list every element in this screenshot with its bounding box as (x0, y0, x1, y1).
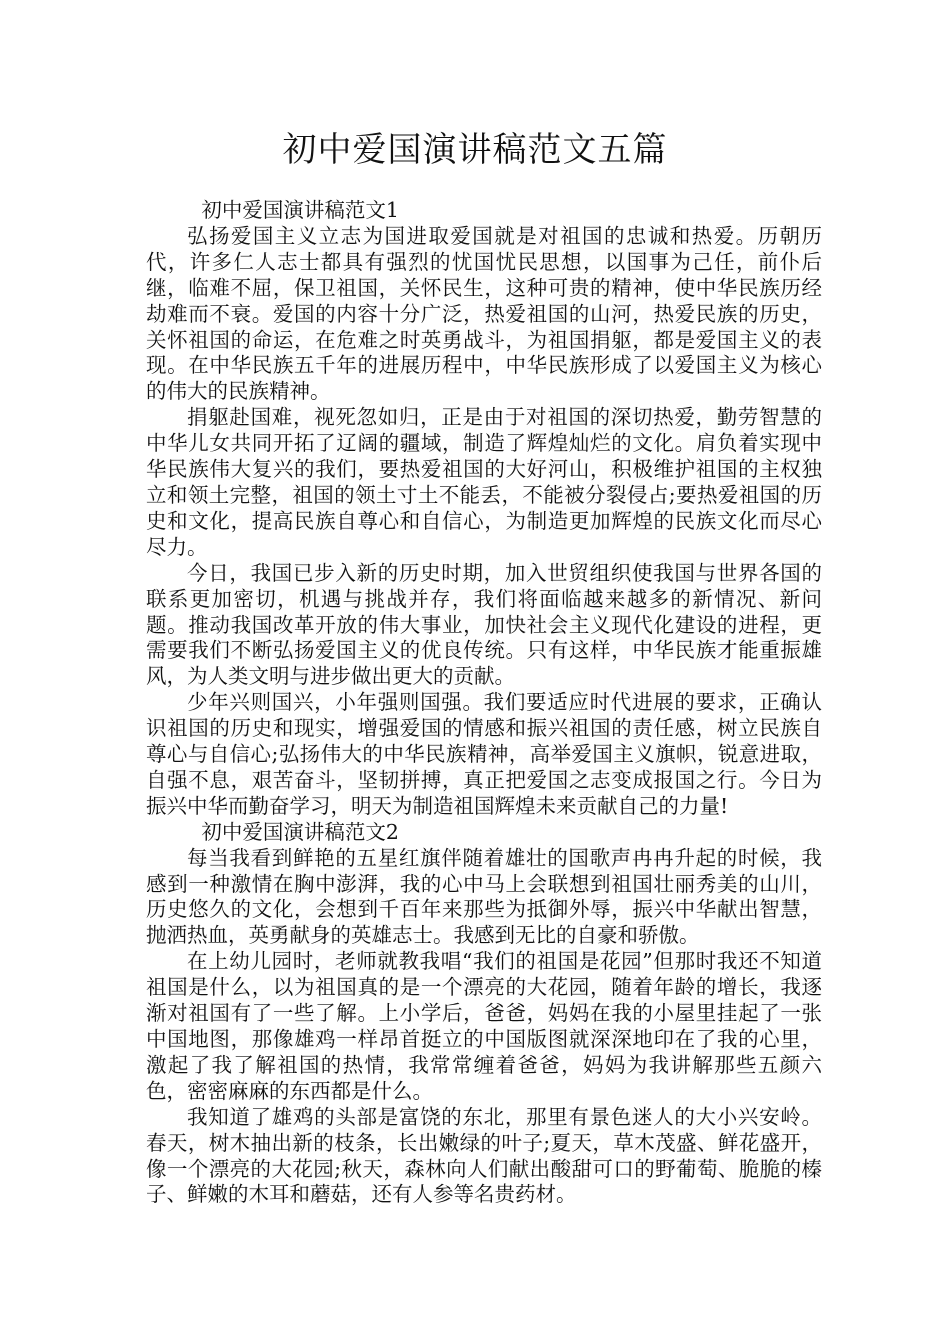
paragraph: 今日，我国已步入新的历史时期，加入世贸组织使我国与世界各国的联系更加密切，机遇与挑战并存，我们将面临越来越多的新情况、新问题。推动我国改革开放的伟大事业，加快社会主义现代化建设的进程，更需要我们不断弘扬爱国主义的优良传统。只有这样，中华民族才能重振雄风，为人类文明与进步做出更大的贡献。 (146, 560, 822, 689)
section-heading-2: 初中爱国演讲稿范文2 (201, 819, 399, 844)
section-heading-1: 初中爱国演讲稿范文1 (201, 198, 399, 222)
document-body (146, 198, 822, 1208)
paragraph: 每当我看到鲜艳的五星红旗伴随着雄壮的国歌声冉冉升起的时候，我感到一种激情在胸中澎湃，我的心中马上会联想到祖国壮丽秀美的山川，历史悠久的文化，会想到千百年来那些为抵御外辱，振兴中华献出智慧，抛洒热血，英勇献身的英雄志士。我感到无比的自豪和骄傲。 (146, 845, 822, 948)
document-title: 初中爱国演讲稿范文五篇 (282, 130, 668, 170)
paragraph: 我知道了雄鸡的头部是富饶的东北，那里有景色迷人的大小兴安岭。春天，树木抽出新的枝条，长出嫩绿的叶子;夏天，草木茂盛、鲜花盛开，像一个漂亮的大花园;秋天，森林向人们献出酸甜可口的野葡萄、脆脆的榛子、鲜嫩的木耳和蘑菇，还有人参等名贵药材。 (146, 1104, 822, 1207)
paragraph: 捐躯赴国难，视死忽如归，正是由于对祖国的深切热爱，勤劳智慧的中华儿女共同开拓了辽阔的疆域，制造了辉煌灿烂的文化。肩负着实现中华民族伟大复兴的我们，要热爱祖国的大好河山，积极维护祖国的主权独立和领土完整，祖国的领土寸土不能丢，不能被分裂侵占;要热爱祖国的历史和文化，提高民族自尊心和自信心，为制造更加辉煌的民族文化而尽心尽力。 (146, 405, 822, 559)
paragraph: 少年兴则国兴，小年强则国强。我们要适应时代进展的要求，正确认识祖国的历史和现实，增强爱国的情感和振兴祖国的责任感，树立民族自尊心与自信心;弘扬伟大的中华民族精神，高举爱国主义旗帜，锐意进取，自强不息，艰苦奋斗，坚韧拼搏，真正把爱国之志变成报国之行。今日为振兴中华而勤奋学习，明天为制造祖国辉煌未来贡献自己的力量! (146, 690, 822, 818)
paragraph: 在上幼儿园时，老师就教我唱“我们的祖国是花园”但那时我还不知道祖国是什么，以为祖国真的是一个漂亮的大花园，随着年龄的增长，我逐渐对祖国有了一些了解。上小学后，爸爸，妈妈在我的小屋里挂起了一张中国地图，那像雄鸡一样昂首挺立的中国版图就深深地印在了我的心里，激起了我了解祖国的热情，我常常缠着爸爸，妈妈为我讲解那些五颜六色，密密麻麻的东西都是什么。 (146, 949, 822, 1103)
paragraph: 弘扬爱国主义立志为国进取爱国就是对祖国的忠诚和热爱。历朝历代，许多仁人志士都具有强烈的忧国忧民思想，以国事为己任，前仆后继，临难不屈，保卫祖国，关怀民生，这种可贵的精神，使中华民族历经劫难而不衰。爱国的内容十分广泛，热爱祖国的山河，热爱民族的历史，关怀祖国的命运，在危难之时英勇战斗，为祖国捐躯，都是爱国主义的表现。在中华民族五千年的进展历程中，中华民族形成了以爱国主义为核心的伟大的民族精神。 (146, 223, 822, 404)
